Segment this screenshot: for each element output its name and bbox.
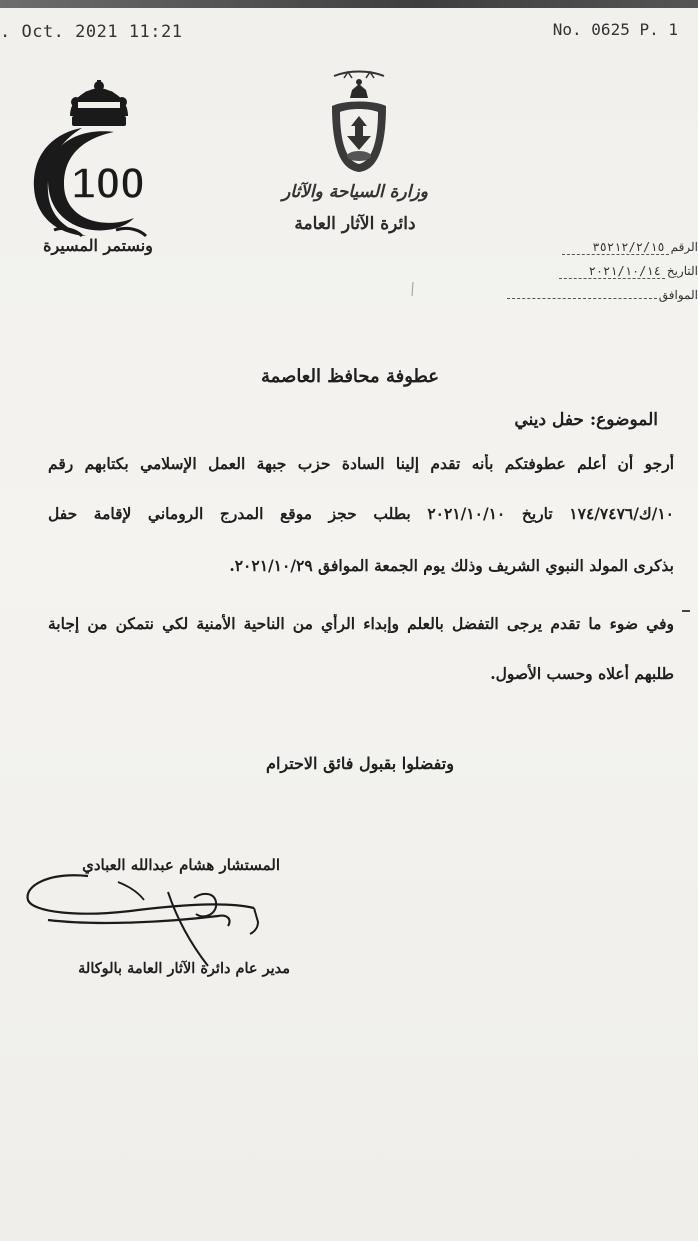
ministry-name: وزارة السياحة والآثار bbox=[282, 182, 428, 202]
reference-date-label: التاريخ bbox=[666, 264, 698, 278]
reference-number-label: الرقم bbox=[670, 240, 698, 254]
reference-number-line bbox=[562, 240, 698, 255]
letter-subject: الموضوع: حفل ديني bbox=[514, 410, 658, 430]
body-line-5: طلبهم أعلاه وحسب الأصول. bbox=[490, 664, 674, 683]
reference-corresponding-label: الموافق bbox=[658, 288, 698, 302]
reference-corresponding-value bbox=[507, 298, 657, 299]
margin-mark bbox=[682, 610, 690, 612]
handwritten-signature-icon bbox=[18, 862, 278, 972]
body-line-2: ١٠/ك/١٧٤/٧٤٧٦ تاريخ ٢٠٢١/١٠/١٠ بطلب حجز موقع المدرج الروماني لإقامة حفل bbox=[48, 504, 674, 523]
fax-page-number: No. 0625 P. 1 bbox=[552, 20, 678, 39]
department-name: دائرة الآثار العامة bbox=[294, 214, 416, 234]
reference-date-line bbox=[559, 264, 698, 279]
emblem-tagline: ونستمر المسيرة bbox=[43, 236, 153, 255]
emblem-number: 100 bbox=[71, 159, 145, 208]
scan-top-edge bbox=[0, 0, 698, 8]
salutation: عطوفة محافظ العاصمة bbox=[260, 366, 440, 387]
reference-date-value: ٢٠٢١/١٠/١٤ bbox=[559, 264, 665, 279]
signatory-title: مدير عام دائرة الآثار العامة بالوكالة bbox=[78, 960, 290, 977]
centennial-100-emblem-icon bbox=[24, 80, 174, 260]
body-line-1: أرجو أن أعلم عطوفتكم بأنه تقدم إلينا السادة حزب جبهة العمل الإسلامي بكتابهم رقم bbox=[48, 454, 674, 473]
coat-of-arms-icon bbox=[324, 66, 394, 176]
reference-number-value: ٣٥٢١٢/٢/١٥ bbox=[562, 240, 668, 255]
reference-corresponding-line bbox=[507, 288, 698, 302]
body-line-4: وفي ضوء ما تقدم يرجى التفضل بالعلم وإبداء الرأي من الناحية الأمنية لكي نتمكن من إجابة bbox=[48, 614, 674, 633]
signatory-name: المستشار هشام عبدالله العبادي bbox=[82, 856, 280, 874]
closing-phrase: وتفضلوا بقبول فائق الاحترام bbox=[266, 754, 454, 773]
pen-mark-icon bbox=[410, 282, 416, 296]
fax-timestamp: . Oct. 2021 11:21 bbox=[0, 22, 183, 42]
body-line-3: بذكرى المولد النبوي الشريف وذلك يوم الجمعة الموافق ٢٠٢١/١٠/٢٩. bbox=[229, 556, 674, 575]
